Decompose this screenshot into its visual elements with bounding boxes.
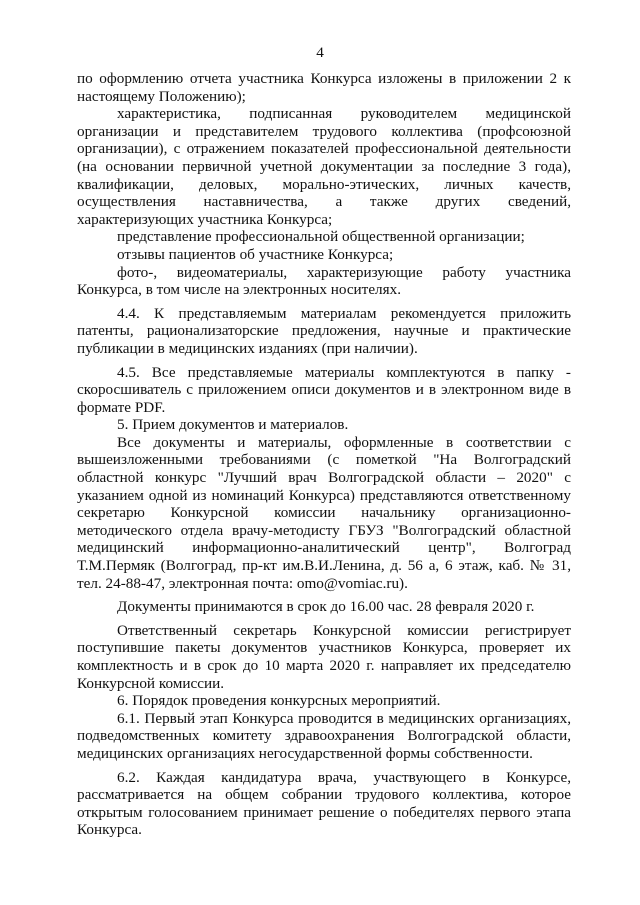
- paragraph-patient-reviews: отзывы пациентов об участнике Конкурса;: [117, 245, 394, 263]
- paragraph-secretary: Ответственный секретарь Конкурсной комиссии регистрирует поступившие пакеты документов участников Конкурса, проверяет их комплектность и в срок до 10 марта 2020 г. направляет их председателю Конкурсной комиссии.: [77, 621, 571, 692]
- section-heading-6: 6. Порядок проведения конкурсных мероприятий.: [117, 692, 441, 710]
- paragraph-org-presentation: представление профессиональной общественной организации;: [117, 228, 525, 246]
- page-number: 4: [316, 44, 324, 61]
- paragraph-deadline: Документы принимаются в срок до 16.00 час. 28 февраля 2020 г.: [117, 598, 535, 616]
- section-heading-5: 5. Прием документов и материалов.: [117, 416, 349, 434]
- paragraph-report-note: по оформлению отчета участника Конкурса изложены в приложении 2 к настоящему Положению);: [77, 70, 571, 105]
- paragraph-submission: Все документы и материалы, оформленные в соответствии с вышеизложенными требованиями (с пометкой "На Волгоградский областной конкурс "Лучший врач Волгоградской области – 2020" с указанием одной из номинаций Конкурса) представляются ответственному секретарю Конкурсной комиссии начальнику организационно-методического отдела врачу-методисту ГБУЗ "Волгоградский областной медицинский информационно-аналитический центр", Волгоград Т.М.Пермяк (Волгоград, пр-кт им.В.И.Ленина, д. 56 а, 6 этаж, каб. № 31, тел. 24-88-47, электронная почта: omo@vomiac.ru).: [77, 433, 571, 592]
- paragraph-4-5: 4.5. Все представляемые материалы комплектуются в папку - скоросшиватель с приложением описи документов и в электронном виде в формате PDF.: [77, 363, 571, 416]
- paragraph-4-4: 4.4. К представляемым материалам рекомендуется приложить патенты, рационализаторские предложения, научные и практические публикации в медицинских изданиях (при наличии).: [77, 304, 571, 357]
- paragraph-characteristic: характеристика, подписанная руководителем медицинской организации и представителем трудового коллектива (профсоюзной организации), с отражением показателей профессиональной деятельности (на основании первичной учетной документации за последние 3 года), квалификации, деловых, морально-этических, личных качеств, осуществления наставничества, а также других сведений, характеризующих участника Конкурса;: [77, 105, 571, 228]
- paragraph-6-2: 6.2. Каждая кандидатура врача, участвующего в Конкурсе, рассматривается на общем собрании трудового коллектива, которое открытым голосованием принимает решение о победителях первого этапа Конкурса.: [77, 768, 571, 839]
- paragraph-photo-video: фото-, видеоматериалы, характеризующие работу участника Конкурса, в том числе на электронных носителях.: [77, 263, 571, 299]
- document-body: [77, 70, 571, 839]
- paragraph-6-1: 6.1. Первый этап Конкурса проводится в медицинских организациях, подведомственных комитету здравоохранения Волгоградской области, медицинских организациях негосударственной формы собственности.: [77, 709, 571, 762]
